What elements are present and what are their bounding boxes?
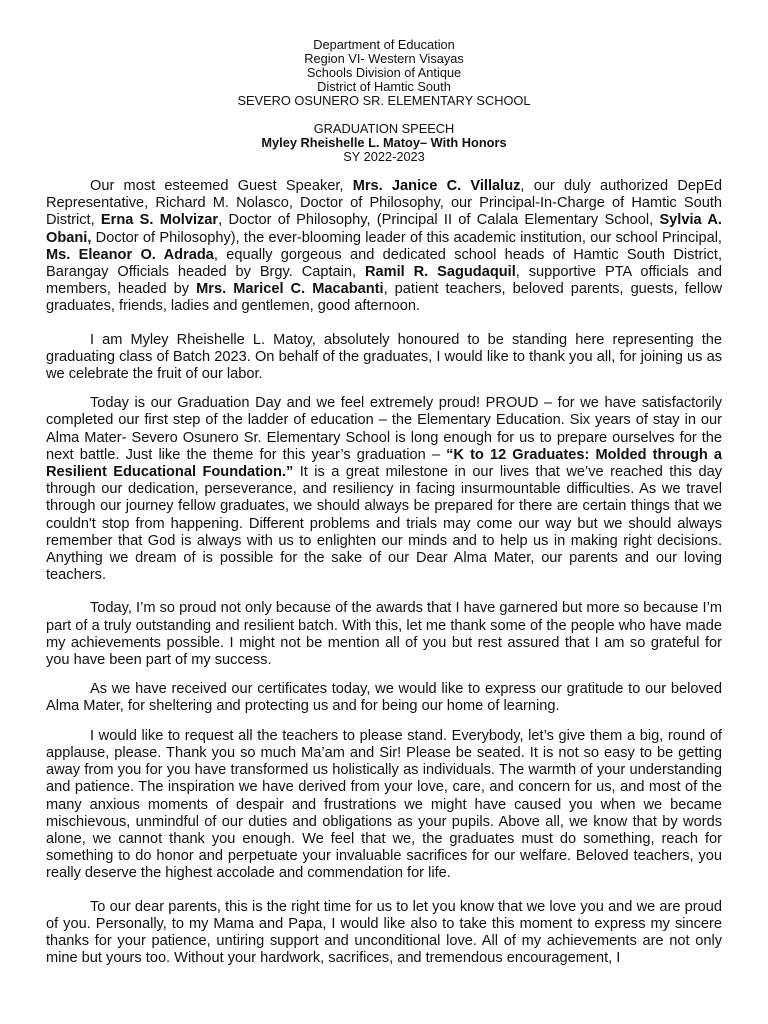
header-district: District of Hamtic South <box>317 79 451 94</box>
bold-theme: “K to 12 Graduates: Molded through a Resilient Educational Foundation.” <box>46 446 722 481</box>
paragraph-salutation <box>46 178 722 316</box>
school-year: SY 2022-2023 <box>343 149 425 164</box>
letterhead <box>46 38 722 108</box>
bold-name: Sylvia A. Obani, <box>46 212 722 246</box>
text-run: , Doctor of Philosophy, (Principal II of Calala Elementary School, <box>218 212 660 229</box>
text-run: , supportive PTA officials and members, headed by <box>46 264 722 298</box>
text-run: Doctor of Philosophy), the ever-blooming leader of this academic institution, our school Principal, <box>91 229 722 246</box>
paragraph-teachers: I would like to request all the teachers to please stand. Everybody, let’s give them a big, round of applause, please. Thank you so much Ma’am and Sir! Please be seated. It is not so easy to be getting away from you for you have transformed us holistically as individuals. The warmth of your understanding and patience. The inspiration we have derived from your love, care, and concern for us, and most of the many anxious moments of despair and frustrations we might have caused you when we became mischievous, unmindful of our duties and obligations as your pupils. Above all, we know that by words alone, we cannot thank you enough. We feel that we, the graduates must do something, reach for something to do honor and perpetuate your invaluable sacrifices for our welfare. Beloved teachers, you really deserve the highest accolade and commendation for life. <box>46 727 722 882</box>
text-run: , equally gorgeous and dedicated school heads of Hamtic South District, Barangay Officials headed by Brgy. Captain, <box>46 246 722 281</box>
bold-name: Mrs. Janice C. Villaluz <box>352 178 521 194</box>
text-run: Today is our Graduation Day and we feel extremely proud! PROUD – for we have satisfactorily completed our first step of the ladder of education – the Elementary Education. Six years of stay in our Alma Mater- Severo Osunero Sr. Elementary School is long enough for us to prepare ourselves for the next battle. Just like the theme for this year’s graduation – <box>46 395 722 463</box>
header-school: SEVERO OSUNERO SR. ELEMENTARY SCHOOL <box>237 93 531 108</box>
speaker-name: Myley Rheishelle L. Matoy– With Honors <box>261 135 507 150</box>
bold-name: Ramil R. Sagudaquil <box>364 264 516 281</box>
speech-title-block <box>46 122 722 164</box>
paragraph-introduction: I am Myley Rheishelle L. Matoy, absolutely honoured to be standing here representing the graduating class of Batch 2023. On behalf of the graduates, I would like to thank you all, for joining us as we celebrate the fruit of our labor. <box>46 331 722 383</box>
header-region: Region VI- Western Visayas <box>304 51 464 66</box>
bold-name: Ms. Eleanor O. Adrada <box>46 246 214 263</box>
header-division: Schools Division of Antique <box>306 65 462 80</box>
text-run: , patient teachers, beloved parents, guests, fellow graduates, friends, ladies and gentlemen, good afternoon. <box>46 281 722 315</box>
paragraph-gratitude: Today, I’m so proud not only because of the awards that I have garnered but more so because I’m part of a truly outstanding and resilient batch. With this, let me thank some of the people who have made my achievements possible. I might not be mention all of you but rest assured that I am so grateful for you have been part of my success. <box>46 600 722 669</box>
paragraph-alma-mater: As we have received our certificates today, we would like to express our gratitude to our beloved Alma Mater, for sheltering and protecting us and for being our home of learning. <box>46 681 722 715</box>
paragraph-parents: To our dear parents, this is the right time for us to let you know that we love you and we are proud of you. Personally, to my Mama and Papa, I would like also to take this moment to express my sincere thanks for your patience, untiring support and unconditional love. All of my achievements are not only mine but yours too. Without your hardwork, sacrifices, and tremendous encouragement, I <box>46 898 722 967</box>
text-run: It is a great milestone in our lives that we’ve reached this day through our dedication, perseverance, and resiliency in facing insurmountable difficulties. As we travel through our journey fellow graduates, we should always be prepared for there are certain things that we couldn't stop from happening. Different problems and trials may come our way but we should always remember that God is always with us to enlighten our minds and to help us in making right decisions. Anything we dream of is possible for the sake of our Dear Alma Mater, our parents and our loving teachers. <box>46 464 722 584</box>
text-run: Our most esteemed Guest Speaker, <box>90 178 353 194</box>
bold-name: Erna S. Molvizar <box>100 212 219 229</box>
paragraph-graduation-day <box>46 395 722 584</box>
text-run: , our duly authorized DepEd Representative, Richard M. Nolasco, Doctor of Philosophy, our Principal-In-Charge of Hamtic South District, <box>46 178 722 229</box>
speech-heading: GRADUATION SPEECH <box>313 121 455 136</box>
bold-name: Mrs. Maricel C. Macabanti <box>196 281 384 298</box>
header-department: Department of Education <box>313 37 455 52</box>
